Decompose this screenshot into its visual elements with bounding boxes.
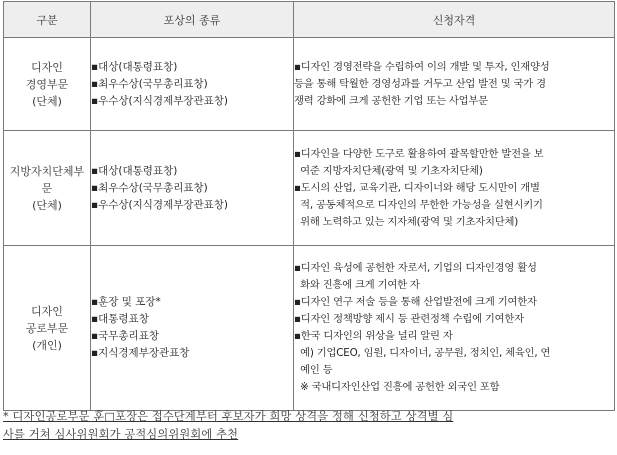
- award-item: ▪대통령표창: [91, 313, 149, 325]
- category-line: (단체): [32, 94, 62, 108]
- award-list: [91, 163, 293, 214]
- award-item: ▪대상(대통령표창): [91, 60, 178, 73]
- criteria-line: 화와 진흥에 크게 기여한 자: [294, 279, 420, 291]
- award-item: ▪국무총리표창: [91, 330, 159, 342]
- category-line: (개인): [32, 338, 62, 352]
- category-cell: [4, 131, 91, 246]
- criteria-line: ▪디자인 경영전략을 수립하여 이의 개발 및 투자, 인재양성: [294, 60, 550, 73]
- criteria-line: 쟁력 강화에 크게 공헌한 기업 또는 사업부문: [294, 94, 488, 107]
- criteria-line: 적, 공동체적으로 디자인의 무한한 가능성을 실현시키기: [294, 198, 543, 211]
- table-row: [4, 131, 615, 246]
- criteria-line: ▪디자인 정책방향 제시 등 관련정책 수립에 기여한자: [294, 313, 524, 325]
- footnote: [3, 408, 613, 444]
- award-cell: [91, 131, 294, 246]
- criteria-line: ▪디자인 육성에 공헌한 자로서, 기업의 디자인경영 활성: [294, 262, 537, 274]
- table-row: [4, 38, 615, 131]
- award-list: [91, 59, 293, 110]
- award-item: ▪최우수상(국무총리표창): [91, 77, 208, 90]
- category-line: 디자인: [31, 304, 63, 318]
- criteria-line: 여준 지방자치단체(광역 및 기초자치단체): [294, 164, 483, 177]
- criteria-line: ▪한국 디자인의 위상을 널리 알린 자: [294, 330, 453, 342]
- criteria-line: 예인 등: [294, 364, 333, 376]
- footnote-text: 사를 거쳐 심사위원회가 공적심의위원회에 추천: [3, 428, 239, 441]
- footnote-text: * 디자인공로부문 훈□포장은 접수단계부터 후보자가 희망 상격을 정해 신청하고 상격별 심: [3, 410, 454, 423]
- category-line: (단체): [32, 198, 62, 212]
- category-cell: [4, 38, 91, 131]
- award-table: [3, 1, 615, 411]
- award-item: ▪최우수상(국무총리표창): [91, 181, 208, 194]
- award-list: [91, 294, 293, 362]
- category-line: 공로부문: [25, 321, 69, 335]
- criteria-line: ※ 국내디자인산업 진흥에 공헌한 외국인 포함: [294, 381, 500, 393]
- category-line: 문: [41, 181, 53, 195]
- criteria-line: ▪디자인 연구 저술 등을 통해 산업발전에 크게 기여한자: [294, 296, 537, 308]
- footnote-line: [3, 408, 613, 426]
- criteria-line: ▪디자인을 다양한 도구로 활용하여 괄목할만한 발전을 보: [294, 147, 544, 160]
- criteria-cell: [294, 246, 615, 411]
- criteria-line: 위해 노력하고 있는 지자체(광역 및 기초자치단체): [294, 215, 519, 228]
- category-cell: [4, 246, 91, 411]
- header-category: 구분: [4, 2, 91, 38]
- criteria-line: ▪도시의 산업, 교육기관, 디자이너와 해당 도시만이 개별: [294, 181, 540, 194]
- category-line: 지방자치단체부: [9, 164, 85, 178]
- award-item: ▪우수상(지식경제부장관표창): [91, 94, 229, 107]
- table-row: [4, 246, 615, 411]
- award-item: ▪우수상(지식경제부장관표창): [91, 198, 229, 211]
- award-item: ▪훈장 및 포장*: [91, 296, 161, 308]
- award-item: ▪지식경제부장관표창: [91, 347, 190, 359]
- header-row: [4, 2, 615, 38]
- criteria-cell: [294, 131, 615, 246]
- criteria-cell: [294, 38, 615, 131]
- category-line: 디자인: [31, 60, 63, 74]
- category-line: 경영부문: [25, 77, 69, 91]
- award-item: ▪대상(대통령표창): [91, 164, 178, 177]
- award-cell: [91, 38, 294, 131]
- award-cell: [91, 246, 294, 411]
- header-award-type: 포상의 종류: [91, 2, 294, 38]
- header-eligibility: 신청자격: [294, 2, 615, 38]
- footnote-line: [3, 426, 613, 444]
- criteria-line: 등을 통해 탁월한 경영성과를 거두고 산업 발전 및 국가 경: [294, 77, 546, 90]
- criteria-line: 예) 기업CEO, 임원, 디자이너, 공무원, 정치인, 체육인, 연: [294, 347, 551, 359]
